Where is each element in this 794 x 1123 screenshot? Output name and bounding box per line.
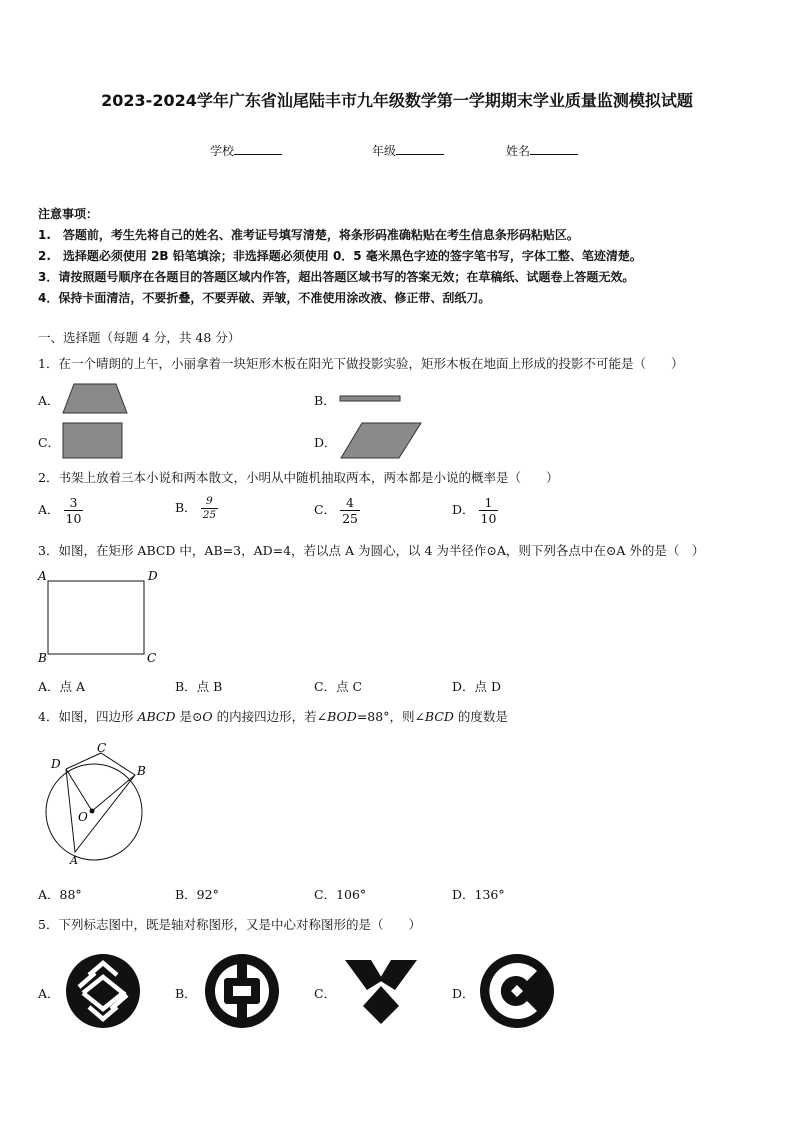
numerator: 1	[479, 495, 499, 511]
grade-field	[372, 142, 444, 159]
notes-heading: 注意事项：	[38, 207, 99, 221]
q4-option-a: A．88°	[38, 887, 82, 902]
q5-option-c-label: C．	[314, 986, 337, 1001]
label-c: C	[147, 651, 157, 665]
q5-option-b-logo	[204, 953, 280, 1029]
q5-option-a-logo	[65, 953, 141, 1029]
note-item: 4．保持卡面清洁，不要折叠，不要弄破、弄皱，不准使用涂改液、修正带、刮纸刀。	[38, 291, 491, 305]
q4-option-c: C．106°	[314, 887, 367, 902]
q1-option-b-segment	[339, 395, 401, 403]
q5-option-b-label: B．	[175, 986, 197, 1001]
denominator: 25	[202, 509, 217, 521]
numerator: 9	[201, 495, 218, 509]
q4-stem	[38, 707, 508, 725]
q3-option-c: C．点 C	[314, 679, 363, 694]
q2-stem: 2．书架上放着三本小说和两本散文，小明从中随机抽取两本，两本都是小说的概率是（ ）	[38, 470, 559, 485]
name-blank	[530, 143, 578, 155]
q2-option-a	[38, 495, 83, 526]
q2-option-b-fraction	[201, 495, 218, 522]
q1-option-a-trapezoid	[62, 383, 128, 415]
q2-option-d-label: D．	[452, 502, 475, 517]
name-label: 姓名	[506, 144, 531, 158]
q4-stem-bcd: BCD	[424, 709, 454, 724]
q4-stem-text: 的内接四边形，若∠	[212, 709, 328, 724]
school-field	[210, 142, 282, 159]
q1-stem: 1．在一个晴朗的上午，小丽拿着一块矩形木板在阳光下做投影实验，矩形木板在地面上形成的投影不可能是（ ）	[38, 356, 684, 371]
q2-option-c	[314, 495, 360, 526]
q1-option-a-label: A．	[38, 393, 60, 408]
q2-option-a-fraction	[64, 495, 84, 526]
note-item: 2. 选择题必须使用 2B 铅笔填涂；非选择题必须使用 0．5 毫米黑色字迹的签字笔书写，字体工整、笔迹清楚。	[38, 249, 642, 263]
q2-option-d-fraction	[479, 495, 499, 526]
q4-stem-abcd: ABCD	[137, 709, 176, 724]
denominator: 10	[480, 511, 497, 526]
q5-stem: 5．下列标志图中，既是轴对称图形，又是中心对称图形的是（ ）	[38, 917, 421, 932]
label-a: A	[38, 569, 47, 583]
q4-stem-o: O	[202, 709, 213, 724]
q4-stem-text: 的度数是	[453, 709, 508, 724]
label-o: O	[78, 810, 88, 824]
q4-stem-bod: BOD	[327, 709, 357, 724]
page-title: 2023-2024学年广东省汕尾陆丰市九年级数学第一学期期末学业质量监测模拟试题	[101, 91, 693, 110]
q3-stem: 3．如图，在矩形 ABCD 中，AB=3，AD=4，若以点 A 为圆心，以 4 为半径作⊙A，则下列各点中在⊙A 外的是（ ）	[38, 543, 705, 558]
label-b: B	[137, 764, 146, 778]
name-field	[506, 142, 578, 159]
denominator: 25	[342, 511, 358, 526]
numerator: 3	[64, 495, 84, 511]
q1-option-d-label: D．	[314, 435, 337, 450]
q5-option-d-label: D．	[452, 986, 475, 1001]
label-d: D	[148, 569, 158, 583]
q4-option-b: B．92°	[175, 887, 219, 902]
q2-option-b-label: B．	[175, 500, 197, 515]
grade-blank	[396, 143, 444, 155]
denominator: 10	[65, 511, 82, 526]
grade-label: 年级	[372, 144, 397, 158]
label-d: D	[51, 757, 61, 771]
note-item: 1. 答题前，考生先将自己的姓名、准考证号填写清楚，将条形码准确粘贴在考生信息条形码粘贴区。	[38, 228, 579, 242]
q4-stem-text: =88°，则∠	[356, 709, 425, 724]
note-item: 3．请按照题号顺序在各题目的答题区域内作答，超出答题区域书写的答案无效；在草稿纸、试题卷上答题无效。	[38, 270, 635, 284]
q2-option-c-fraction	[340, 495, 360, 526]
q1-option-c-label: C．	[38, 435, 61, 450]
q2-option-a-label: A．	[38, 502, 60, 517]
school-blank	[234, 143, 282, 155]
label-c: C	[97, 741, 107, 755]
q1-option-b-label: B．	[314, 393, 336, 408]
q2-option-b	[175, 495, 218, 522]
q1-option-c-rectangle	[62, 422, 124, 460]
section-title: 一、选择题（每题 4 分，共 48 分）	[38, 330, 241, 345]
q2-option-c-label: C．	[314, 502, 337, 517]
q2-option-d	[452, 495, 498, 526]
q4-circle-figure	[40, 738, 160, 868]
notes-section	[38, 204, 642, 309]
label-a: A	[70, 854, 78, 867]
numerator: 4	[340, 495, 360, 511]
q3-rectangle-figure	[36, 566, 166, 666]
q4-option-d: D．136°	[452, 887, 505, 902]
q4-stem-text: 4．如图，四边形	[38, 709, 138, 724]
q5-option-d-logo	[479, 953, 555, 1029]
q3-option-a: A．点 A	[38, 679, 86, 694]
q1-option-d-parallelogram	[340, 422, 422, 460]
q3-option-d: D．点 D	[452, 679, 502, 694]
q4-stem-text: 是⊙	[175, 709, 203, 724]
school-label: 学校	[210, 144, 235, 158]
q5-option-a-label: A．	[38, 986, 60, 1001]
q5-option-c-logo	[343, 956, 419, 1026]
q3-option-b: B．点 B	[175, 679, 223, 694]
label-b: B	[38, 651, 47, 665]
